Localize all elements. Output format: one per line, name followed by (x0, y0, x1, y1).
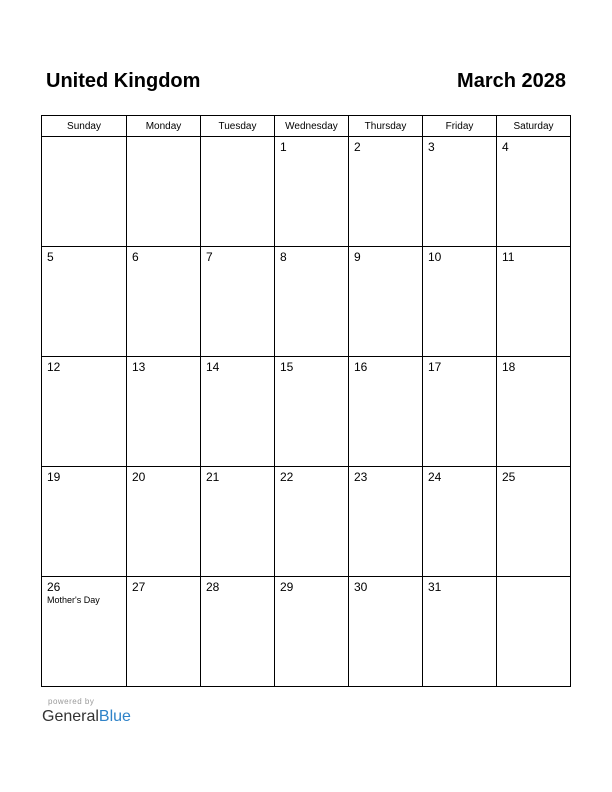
day-cell (497, 137, 571, 247)
day-number (127, 137, 200, 140)
week-row-5 (42, 577, 571, 687)
day-cell (423, 357, 497, 467)
day-cell (42, 137, 127, 247)
day-number: 10 (428, 250, 442, 264)
day-cell (275, 137, 349, 247)
day-number: 13 (132, 360, 146, 374)
day-cell (127, 357, 201, 467)
weekday-monday: Monday (127, 116, 201, 137)
day-number: 27 (132, 580, 146, 594)
day-cell (497, 247, 571, 357)
brand-footer (42, 697, 131, 727)
day-cell (497, 357, 571, 467)
generalblue-logo[interactable] (42, 707, 131, 727)
day-cell (497, 467, 571, 577)
day-number: 16 (354, 360, 368, 374)
day-cell (42, 577, 127, 687)
day-number: 24 (428, 470, 442, 484)
day-number: 22 (280, 470, 294, 484)
day-number: 28 (206, 580, 220, 594)
day-number: 15 (280, 360, 294, 374)
day-number: 3 (428, 140, 435, 154)
day-cell (275, 357, 349, 467)
day-cell (349, 467, 423, 577)
day-number: 5 (47, 250, 54, 264)
day-number: 29 (280, 580, 294, 594)
day-number: 25 (502, 470, 516, 484)
logo-blue-text: Blue (98, 708, 131, 725)
day-cell (201, 467, 275, 577)
day-number: 8 (280, 250, 287, 264)
day-cell (275, 577, 349, 687)
day-number: 31 (428, 580, 442, 594)
day-cell (275, 467, 349, 577)
day-cell (349, 137, 423, 247)
day-cell (42, 467, 127, 577)
weekday-header-row (42, 116, 571, 137)
weekday-saturday: Saturday (497, 116, 571, 137)
day-number: 18 (502, 360, 516, 374)
day-cell (201, 137, 275, 247)
week-row-1 (42, 137, 571, 247)
calendar-grid (41, 115, 571, 687)
day-number: 19 (47, 470, 61, 484)
day-number (42, 137, 126, 140)
day-number: 26 (47, 580, 61, 594)
day-number: 30 (354, 580, 368, 594)
day-number: 9 (354, 250, 361, 264)
day-cell (201, 357, 275, 467)
month-title: March 2028 (457, 70, 566, 92)
day-cell (423, 577, 497, 687)
day-number: 12 (47, 360, 61, 374)
day-cell (127, 467, 201, 577)
day-number: 6 (132, 250, 139, 264)
day-cell (127, 247, 201, 357)
day-number: 1 (280, 140, 287, 154)
calendar-header (46, 70, 566, 100)
day-cell (349, 357, 423, 467)
day-number (497, 577, 570, 580)
day-cell (42, 357, 127, 467)
weekday-tuesday: Tuesday (201, 116, 275, 137)
day-number: 2 (354, 140, 361, 154)
day-number: 23 (354, 470, 368, 484)
day-number: 4 (502, 140, 509, 154)
day-number: 21 (206, 470, 220, 484)
logo-general-text: General (42, 708, 99, 725)
weekday-friday: Friday (423, 116, 497, 137)
week-row-4 (42, 467, 571, 577)
day-number: 17 (428, 360, 442, 374)
day-cell (127, 137, 201, 247)
day-cell (423, 137, 497, 247)
country-title: United Kingdom (46, 70, 201, 92)
powered-by-text: powered by (48, 697, 95, 706)
week-row-2 (42, 247, 571, 357)
day-cell (423, 467, 497, 577)
day-cell (497, 577, 571, 687)
weekday-wednesday: Wednesday (275, 116, 349, 137)
holiday-label: Mother's Day (47, 595, 100, 605)
day-cell (349, 247, 423, 357)
day-number (201, 137, 274, 140)
day-cell (423, 247, 497, 357)
weekday-thursday: Thursday (349, 116, 423, 137)
day-cell (275, 247, 349, 357)
day-cell (201, 577, 275, 687)
weekday-sunday: Sunday (42, 116, 127, 137)
day-cell (201, 247, 275, 357)
day-number: 11 (502, 250, 515, 264)
day-number: 14 (206, 360, 220, 374)
day-cell (127, 577, 201, 687)
day-number: 20 (132, 470, 146, 484)
day-cell (42, 247, 127, 357)
day-number: 7 (206, 250, 213, 264)
day-cell (349, 577, 423, 687)
week-row-3 (42, 357, 571, 467)
